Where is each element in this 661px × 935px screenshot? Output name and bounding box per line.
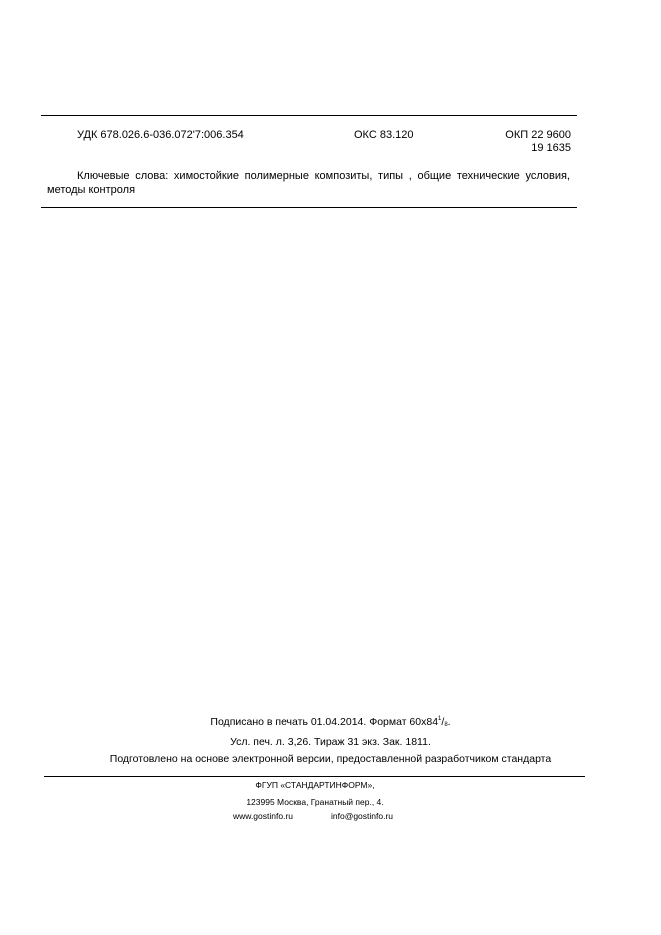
oks-code: ОКС 83.120 xyxy=(354,129,414,141)
email-link[interactable]: info@gostinfo.ru xyxy=(331,811,394,821)
website-link[interactable]: www.gostinfo.ru xyxy=(233,811,293,821)
format-end: . xyxy=(447,716,451,728)
format-denominator: 8 xyxy=(444,722,448,728)
okp-code-line2: 19 1635 xyxy=(531,142,571,154)
header-bottom-rule xyxy=(41,207,577,208)
print-info: Усл. печ. л. 3,26. Тираж 31 экз. Зак. 1811. xyxy=(230,736,431,748)
publisher-name: ФГУП «СТАНДАРТИНФОРМ», xyxy=(255,780,375,790)
top-rule xyxy=(41,115,577,116)
keywords-paragraph: Ключевые слова: химостойкие полимерные композиты, типы , общие технические условия, методы контроля xyxy=(47,170,570,196)
signed-text: Подписано в печать 01.04.2014. Формат 60х84 xyxy=(210,716,439,728)
signed-to-print: Подписано в печать 01.04.2014. Формат $60х84^1/8$. xyxy=(210,716,451,728)
publisher-address: 123995 Москва, Гранатный пер., 4. xyxy=(246,797,384,807)
udk-code: УДК 678.026.6-036.072'7:006.354 xyxy=(77,129,244,141)
format-numerator: 1 xyxy=(438,716,442,722)
prepared-note: Подготовлено на основе электронной версии, предоставленной разработчиком стандарта xyxy=(109,753,552,765)
footer-rule xyxy=(44,776,585,777)
okp-code: ОКП 22 9600 xyxy=(505,129,571,141)
